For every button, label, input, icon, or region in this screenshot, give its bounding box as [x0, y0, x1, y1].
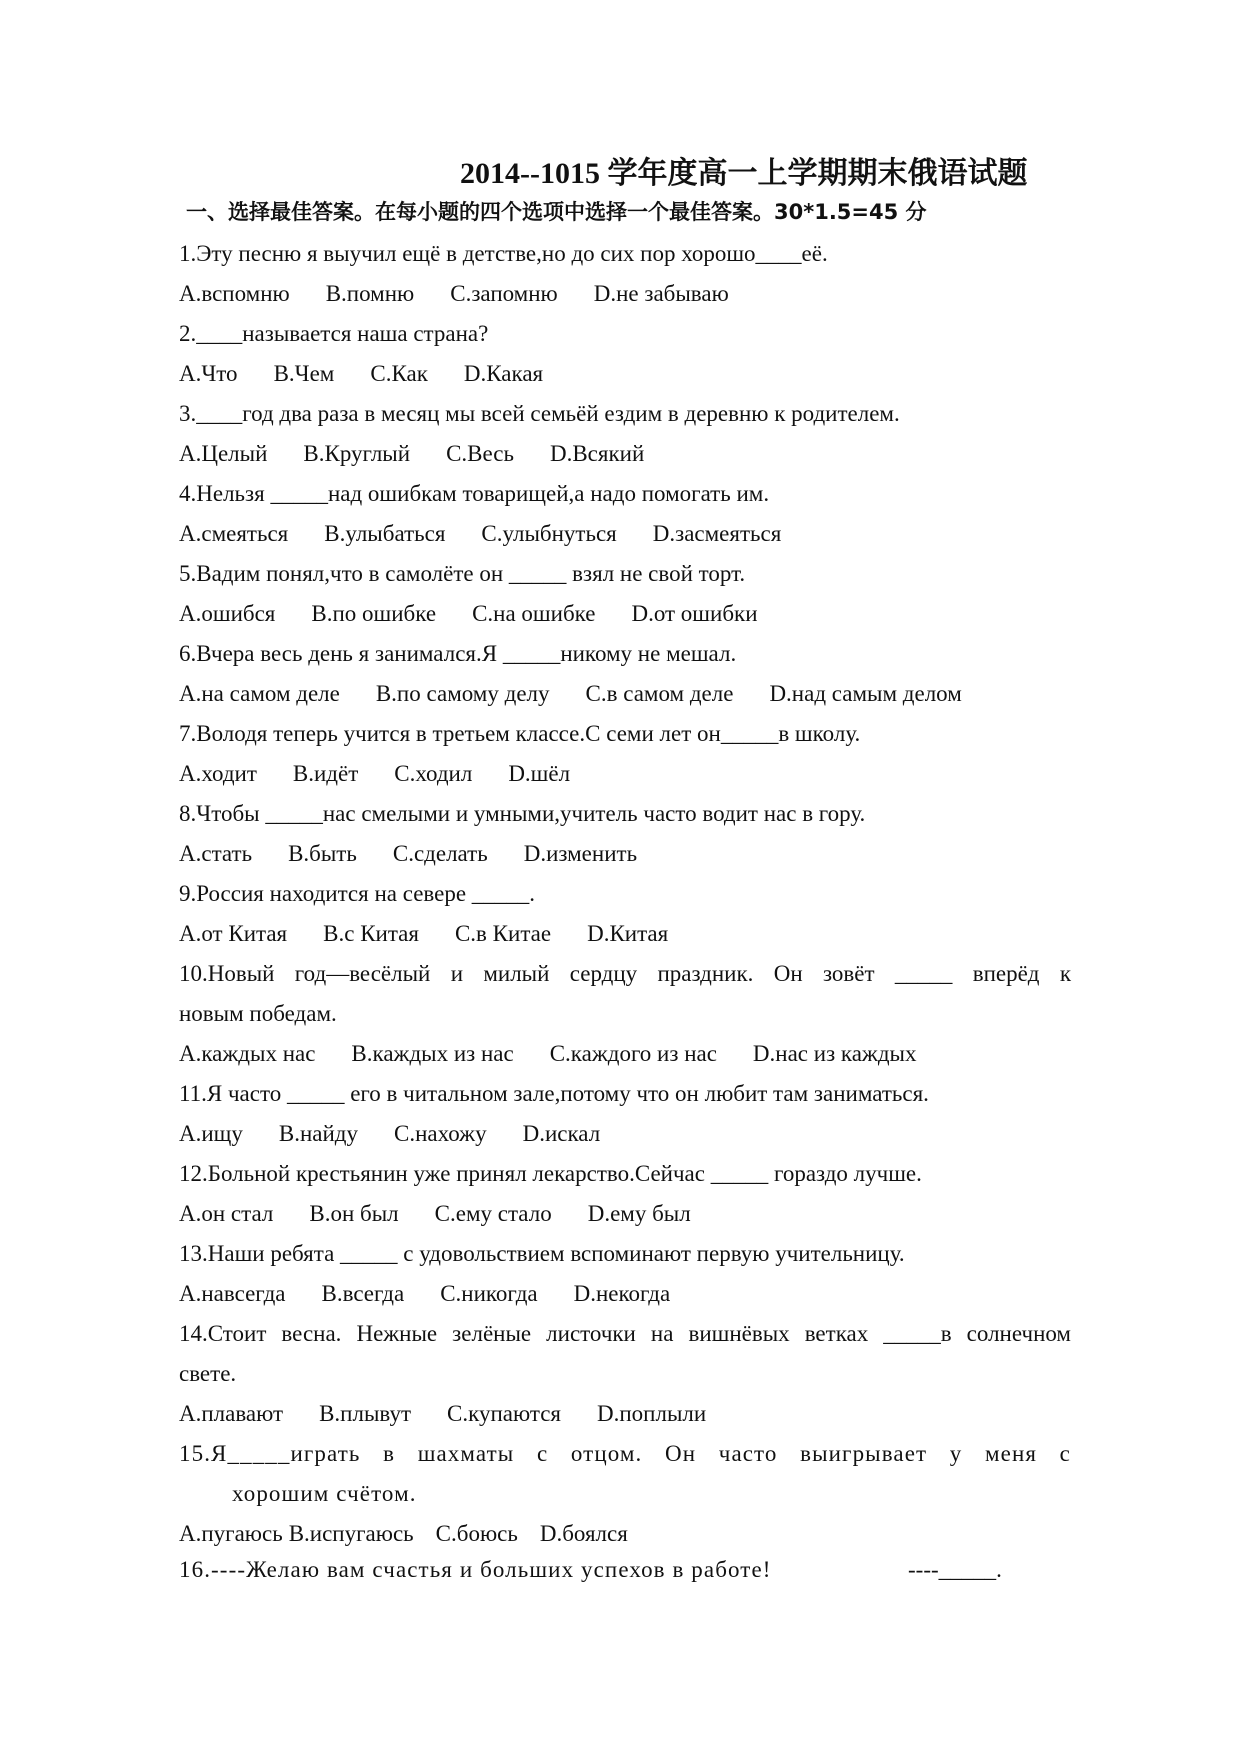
question-14: 14.Стоит весна. Нежные зелёные листочки на вишнёвых ветках _____в солнечном [179, 1321, 1071, 1346]
option-c: C.в самом деле [585, 681, 734, 706]
option-d: D.от ошибки [631, 601, 758, 626]
options-6 [179, 682, 962, 705]
option-a: A.смеяться [179, 521, 289, 546]
options-7 [179, 762, 570, 785]
question-12: 12.Больной крестьянин уже принял лекарство.Сейчас _____ гораздо лучше. [179, 1161, 922, 1186]
option-a: A.ищу [179, 1121, 243, 1146]
options-13 [179, 1282, 670, 1305]
option-c: C.в Китае [454, 921, 552, 946]
option-d: D.Китая [587, 921, 669, 946]
option-b: B.испугаюсь [288, 1521, 414, 1546]
question-16-reply: ----_____. [908, 1557, 1002, 1582]
question-6: 6.Вчера весь день я занимался.Я _____никому не мешал. [179, 641, 737, 666]
option-c: C.сделать [392, 841, 488, 866]
question-15-continued: хорошим счётом. [232, 1481, 417, 1506]
option-d: D.нас из каждых [752, 1041, 917, 1066]
options-11 [179, 1122, 600, 1145]
option-a: A.навсегда [179, 1281, 286, 1306]
options-5 [179, 602, 758, 625]
option-a: A.каждых нас [179, 1041, 316, 1066]
option-d: D.шёл [508, 761, 571, 786]
question-7: 7.Володя теперь учится в третьем классе.С семи лет он_____в школу. [179, 721, 861, 746]
question-13: 13.Наши ребята _____ с удовольствием вспоминают первую учительницу. [179, 1241, 905, 1266]
question-10: 10.Новый год—весёлый и милый сердцу праздник. Он зовёт _____ вперёд к [179, 961, 1071, 986]
option-d: D.некогда [573, 1281, 671, 1306]
options-1 [179, 282, 729, 305]
question-2: 2.____называется наша страна? [179, 321, 489, 346]
question-11: 11.Я часто _____ его в читальном зале,потому что он любит там заниматься. [179, 1081, 929, 1106]
option-c: C.каждого из нас [549, 1041, 717, 1066]
option-a: A.от Китая [179, 921, 288, 946]
option-d: D.боялся [539, 1521, 628, 1546]
option-d: D.изменить [523, 841, 638, 866]
question-8: 8.Чтобы _____нас смелыми и умными,учитель часто водит нас в гору. [179, 801, 866, 826]
option-b: B.каждых из нас [351, 1041, 514, 1066]
options-2 [179, 362, 543, 385]
option-b: B.плывут [319, 1401, 412, 1426]
option-c: C.ему стало [434, 1201, 552, 1226]
option-d: D.искал [522, 1121, 601, 1146]
option-a: A.он стал [179, 1201, 274, 1226]
options-9 [179, 922, 668, 945]
option-d: D.ему был [587, 1201, 691, 1226]
options-4 [179, 522, 781, 545]
option-b: B.найду [278, 1121, 359, 1146]
option-a: A.ошибся [179, 601, 276, 626]
option-a: A.пугаюсь [179, 1521, 283, 1546]
option-d: D.Какая [463, 361, 544, 386]
option-c: C.Как [370, 361, 428, 386]
option-d: D.над самым делом [769, 681, 962, 706]
options-3 [179, 442, 644, 465]
option-c: C.запомню [450, 281, 558, 306]
option-d: D.не забываю [593, 281, 729, 306]
question-16: 16.----Желаю вам счастья и больших успехов в работе! [179, 1557, 772, 1582]
options-10 [179, 1042, 916, 1065]
options-12 [179, 1202, 691, 1225]
option-b: B.идёт [292, 761, 359, 786]
question-14-continued: свете. [179, 1361, 237, 1386]
option-b: B.Круглый [303, 441, 411, 466]
option-b: B.с Китая [323, 921, 419, 946]
options-8 [179, 842, 637, 865]
question-4: 4.Нельзя _____над ошибкам товарищей,а надо помогать им. [179, 481, 770, 506]
option-b: B.быть [288, 841, 357, 866]
options-15 [179, 1522, 650, 1545]
section-instruction: 一、选择最佳答案。在每小题的四个选项中选择一个最佳答案。30*1.5=45 分 [186, 200, 927, 224]
option-b: B.Чем [273, 361, 335, 386]
option-c: C.Весь [446, 441, 514, 466]
option-a: A.ходит [179, 761, 257, 786]
option-a: A.стать [179, 841, 253, 866]
option-a: A.вспомню [179, 281, 290, 306]
option-a: A.Целый [179, 441, 268, 466]
option-c: C.ходил [394, 761, 473, 786]
question-9: 9.Россия находится на севере _____. [179, 881, 536, 906]
option-d: D.Всякий [549, 441, 645, 466]
question-10-continued: новым победам. [179, 1001, 337, 1026]
question-5: 5.Вадим понял,что в самолёте он _____ взял не свой торт. [179, 561, 746, 586]
option-c: C.купаются [447, 1401, 561, 1426]
option-b: B.он был [309, 1201, 399, 1226]
question-3: 3.____год два раза в месяц мы всей семьёй ездим в деревню к родителем. [179, 401, 900, 426]
option-a: A.на самом деле [179, 681, 340, 706]
option-b: B.по самому делу [375, 681, 550, 706]
option-a: A.плавают [179, 1401, 284, 1426]
options-14 [179, 1402, 706, 1425]
option-d: D.засмеяться [652, 521, 782, 546]
option-c: C.улыбнуться [481, 521, 617, 546]
question-1: 1.Эту песню я выучил ещё в детстве,но до сих пор хорошо____её. [179, 241, 828, 266]
question-15: 15.Я_____играть в шахматы с отцом. Он часто выигрывает у меня с [179, 1441, 1071, 1466]
option-b: B.по ошибке [311, 601, 437, 626]
option-b: B.улыбаться [324, 521, 446, 546]
option-d: D.поплыли [597, 1401, 707, 1426]
exam-title: 2014--1015 学年度高一上学期期末俄语试题 [460, 157, 1028, 190]
option-c: C.нахожу [394, 1121, 487, 1146]
option-b: B.помню [325, 281, 415, 306]
option-c: C.никогда [440, 1281, 538, 1306]
option-b: B.всегда [321, 1281, 405, 1306]
option-a: A.Что [179, 361, 238, 386]
option-c: C.на ошибке [472, 601, 596, 626]
option-c: C.боюсь [435, 1521, 518, 1546]
